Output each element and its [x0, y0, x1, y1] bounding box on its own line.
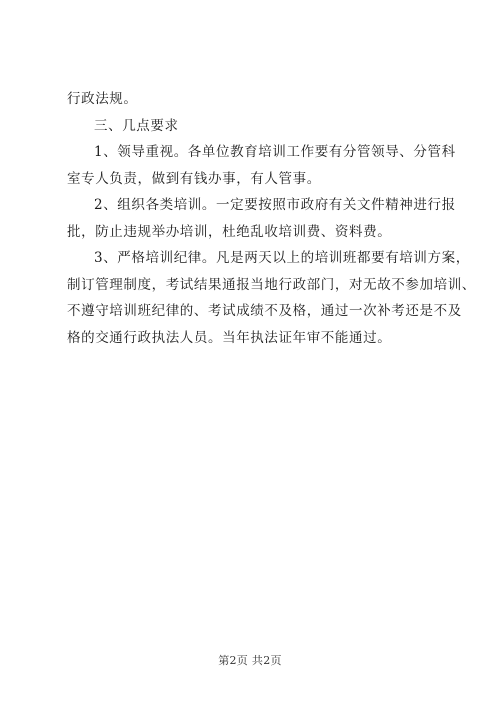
document-body — [67, 86, 476, 351]
body-line: 格的交通行政执法人员。当年执法证年审不能通过。 — [67, 329, 392, 346]
body-line: 不遵守培训班纪律的、考试成绩不及格，通过一次补考还是不及 — [67, 303, 462, 319]
body-line: 1、领导重视。各单位教育培训工作要有分管领导、分管科 — [94, 144, 456, 160]
body-line: 制订管理制度，考试结果通报当地行政部门，对无故不参加培训、 — [67, 276, 476, 293]
body-line: 批，防止违规举办培训，杜绝乱收培训费、资料费。 — [67, 223, 392, 240]
body-line: 2、组织各类培训。一定要按照市政府有关文件精神进行报 — [94, 197, 456, 213]
body-line: 行政法规。 — [67, 91, 138, 107]
body-line: 室专人负责，做到有钱办事，有人管事。 — [67, 170, 321, 187]
section-heading: 三、几点要求 — [94, 117, 179, 134]
page-number-footer: 第2页 共2页 — [218, 654, 282, 667]
body-line: 3、严格培训纪律。凡是两天以上的培训班都要有培训方案， — [94, 250, 470, 266]
